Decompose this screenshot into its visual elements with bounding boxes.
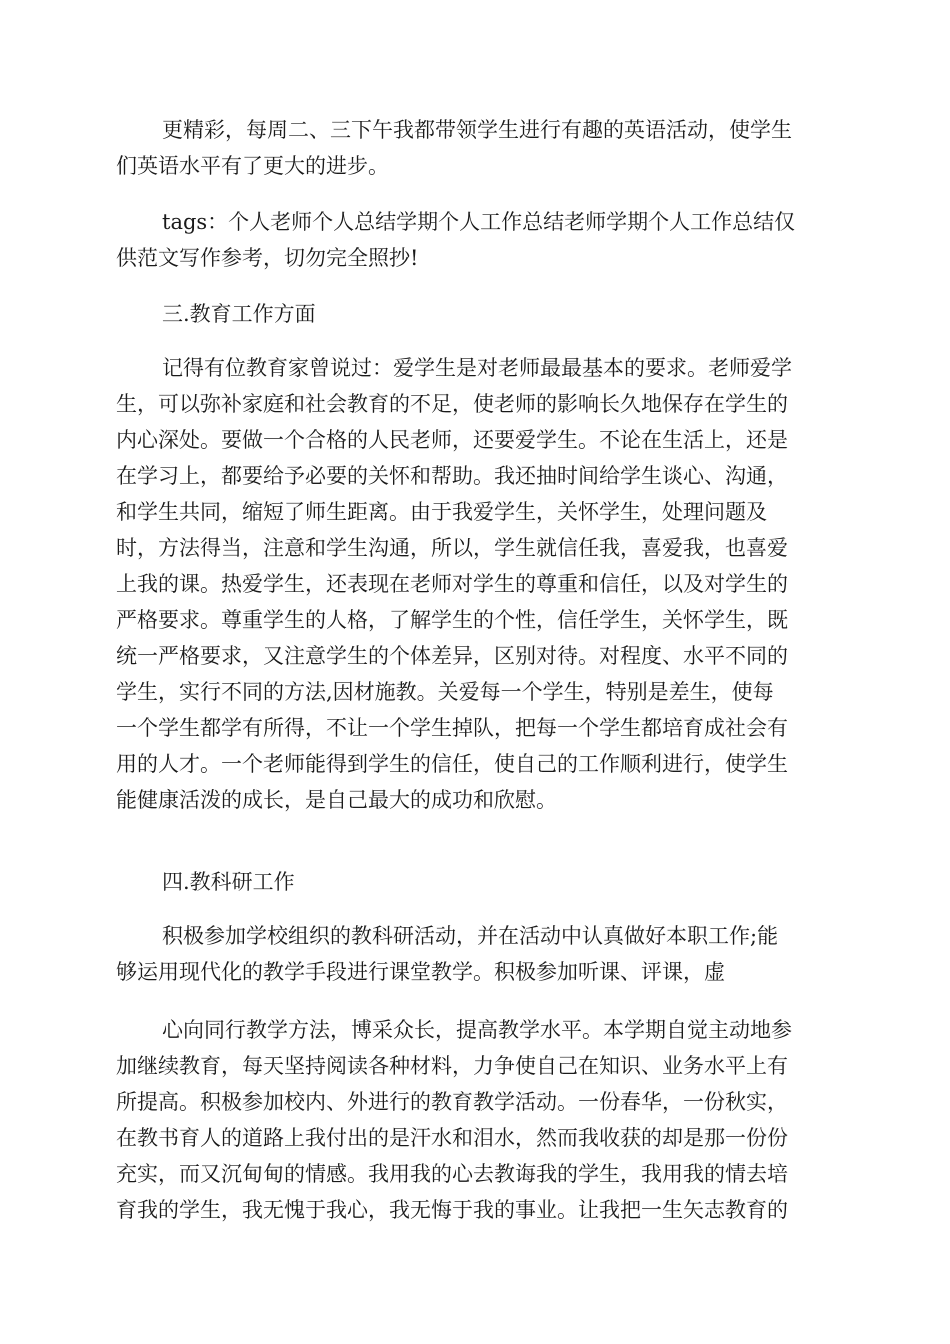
text-line: 能健康活泼的成长，是自己最大的成功和欣慰。 — [116, 788, 557, 812]
text-line: 所提高。积极参加校内、外进行的教育教学活动。一份春华，一份秋实， — [116, 1090, 788, 1114]
text-line: 生，可以弥补家庭和社会教育的不足，使老师的影响长久地保存在学生的 — [116, 392, 788, 416]
text-line: 心向同行教学方法，博采众长，提高教学水平。本学期自觉主动地参 — [162, 1018, 792, 1042]
paragraph-activities — [116, 112, 832, 184]
paragraph-research-work — [116, 918, 832, 990]
text-line: 够运用现代化的教学手段进行课堂教学。积极参加听课、评课，虚 — [116, 960, 725, 984]
text-line: 在学习上，都要给予必要的关怀和帮助。我还抽时间给学生谈心、沟通， — [116, 464, 788, 488]
text-line: 严格要求。尊重学生的人格，了解学生的个性，信任学生，关怀学生，既 — [116, 608, 788, 632]
text-line: 积极参加学校组织的教科研活动，并在活动中认真做好本职工作;能 — [162, 924, 779, 948]
text-line: 们英语水平有了更大的进步。 — [116, 154, 389, 178]
text-line: tags：个人老师个人总结学期个人工作总结老师学期个人工作总结仅 — [162, 210, 796, 234]
section-heading-research-work: 四.教科研工作 — [162, 870, 295, 894]
text-line: 用的人才。一个老师能得到学生的信任，使自己的工作顺利进行，使学生 — [116, 752, 788, 776]
text-line: 记得有位教育家曾说过：爱学生是对老师最最基本的要求。老师爱学 — [162, 356, 792, 380]
text-line: 时，方法得当，注意和学生沟通，所以，学生就信任我，喜爱我，也喜爱 — [116, 536, 788, 560]
text-line: 加继续教育，每天坚持阅读各种材料，力争使自己在知识、业务水平上有 — [116, 1054, 788, 1078]
text-line: 上我的课。热爱学生，还表现在老师对学生的尊重和信任，以及对学生的 — [116, 572, 788, 596]
text-line: 供范文写作参考，切勿完全照抄! — [116, 246, 419, 270]
section-heading-education-work: 三.教育工作方面 — [162, 302, 316, 326]
text-line: 统一严格要求，又注意学生的个体差异，区别对待。对程度、水平不同的 — [116, 644, 788, 668]
text-line: 和学生共同，缩短了师生距离。由于我爱学生，关怀学生，处理问题及 — [116, 500, 767, 524]
paragraph-tags — [116, 204, 832, 276]
text-line: 一个学生都学有所得，不让一个学生掉队，把每一个学生都培育成社会有 — [116, 716, 788, 740]
text-line: 在教书育人的道路上我付出的是汗水和泪水，然而我收获的却是那一份份 — [116, 1126, 788, 1150]
paragraph-continuing-education — [116, 1012, 832, 1228]
text-line: 育我的学生，我无愧于我心，我无悔于我的事业。让我把一生矢志教育的 — [116, 1198, 788, 1222]
paragraph-education-work — [116, 350, 832, 818]
text-line: 充实，而又沉甸甸的情感。我用我的心去教诲我的学生，我用我的情去培 — [116, 1162, 788, 1186]
text-line: 学生，实行不同的方法,因材施教。关爱每一个学生，特别是差生，使每 — [116, 680, 774, 704]
text-line: 更精彩，每周二、三下午我都带领学生进行有趣的英语活动，使学生 — [162, 118, 792, 142]
text-line: 内心深处。要做一个合格的人民老师，还要爱学生。不论在生活上，还是 — [116, 428, 788, 452]
